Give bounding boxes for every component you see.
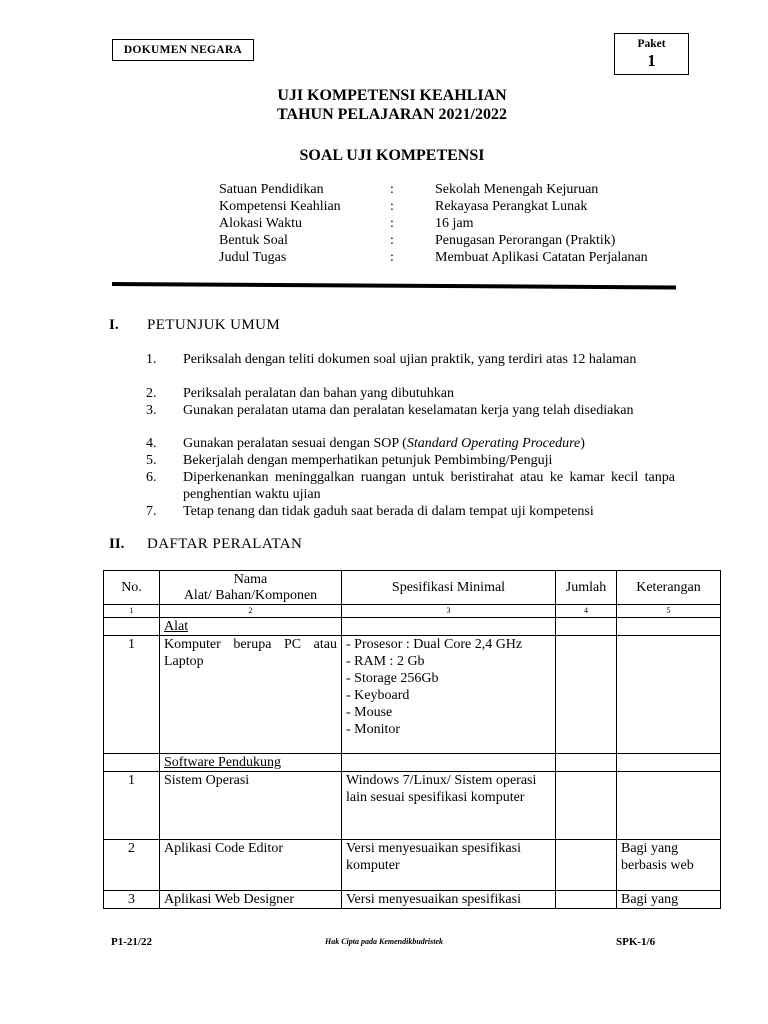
row-jumlah xyxy=(556,772,617,840)
info-value: Sekolah Menengah Kejuruan xyxy=(435,182,599,197)
instruction-number: 3. xyxy=(146,403,157,418)
spec-line: - Monitor xyxy=(346,722,401,737)
section-2-number: II. xyxy=(109,536,125,552)
row-no: 2 xyxy=(104,840,160,891)
row-spec: Windows 7/Linux/ Sistem operasi lain sesuai spesifikasi komputer xyxy=(342,772,556,840)
instruction-number: 4. xyxy=(146,436,157,451)
row-keterangan xyxy=(617,636,721,754)
instruction-text: Bekerjalah dengan memperhatikan petunjuk Pembimbing/Penguji xyxy=(183,453,553,468)
column-index: 4 xyxy=(556,605,617,618)
section-1-number: I. xyxy=(109,317,119,333)
column-header-no: No. xyxy=(104,571,160,605)
instruction-text-part: Gunakan peralatan sesuai dengan SOP ( xyxy=(183,436,407,451)
row-keterangan xyxy=(617,772,721,840)
instruction-text: Gunakan peralatan utama dan peralatan keselamatan kerja yang telah disediakan xyxy=(183,403,634,418)
instruction-text-part: ) xyxy=(580,436,585,451)
section-1-title: PETUNJUK UMUM xyxy=(147,317,281,333)
table-row xyxy=(104,636,721,754)
row-keterangan: Bagi yang xyxy=(617,891,721,909)
table-row xyxy=(104,891,721,909)
column-index: 3 xyxy=(342,605,556,618)
instruction-text: Diperkenankan meninggalkan ruangan untuk beristirahat atau ke kamar kecil tanpa penghentian waktu ujian xyxy=(183,470,675,502)
instruction-text: Periksalah peralatan dan bahan yang dibutuhkan xyxy=(183,386,454,401)
spec-line: - Storage 256Gb xyxy=(346,671,439,686)
row-no: 1 xyxy=(104,772,160,840)
instruction-text: Tetap tenang dan tidak gaduh saat berada di dalam tempat uji kompetensi xyxy=(183,504,594,519)
info-separator: : xyxy=(390,233,394,248)
info-value: 16 jam xyxy=(435,216,474,231)
instruction-number: 7. xyxy=(146,504,157,519)
equipment-table xyxy=(103,570,721,909)
row-no: 1 xyxy=(104,636,160,754)
row-keterangan: Bagi yang berbasis web xyxy=(617,840,721,891)
column-header-nama-line2: Alat/ Bahan/Komponen xyxy=(183,587,318,603)
row-name: Aplikasi Code Editor xyxy=(160,840,342,891)
info-key: Bentuk Soal xyxy=(219,233,288,248)
info-value: Penugasan Perorangan (Praktik) xyxy=(435,233,616,248)
table-group-row xyxy=(104,618,721,636)
instruction-number: 5. xyxy=(146,453,157,468)
column-index-row xyxy=(104,605,721,618)
info-value: Rekayasa Perangkat Lunak xyxy=(435,199,588,214)
info-key: Kompetensi Keahlian xyxy=(219,199,341,214)
info-separator: : xyxy=(390,250,394,265)
info-value: Membuat Aplikasi Catatan Perjalanan xyxy=(435,250,648,265)
column-index: 5 xyxy=(617,605,721,618)
row-jumlah xyxy=(556,840,617,891)
group-label-software: Software Pendukung xyxy=(160,754,342,772)
column-header-jumlah: Jumlah xyxy=(556,571,617,605)
spec-line: - Prosesor : Dual Core 2,4 GHz xyxy=(346,637,523,652)
column-header-nama xyxy=(160,571,342,605)
page-subtitle: SOAL UJI KOMPETENSI xyxy=(299,147,485,164)
horizontal-rule xyxy=(112,282,676,289)
row-no: 3 xyxy=(104,891,160,909)
table-group-row xyxy=(104,754,721,772)
document-classification-badge: DOKUMEN NEGARA xyxy=(112,39,254,61)
footer-page-number: SPK-1/6 xyxy=(616,936,656,948)
row-spec: Versi menyesuaikan spesifikasi komputer xyxy=(342,840,556,891)
info-separator: : xyxy=(390,199,394,214)
row-name: Sistem Operasi xyxy=(160,772,342,840)
row-jumlah xyxy=(556,891,617,909)
footer-document-code: P1-21/22 xyxy=(111,936,152,948)
instruction-number: 1. xyxy=(146,352,157,367)
column-index: 2 xyxy=(160,605,342,618)
column-header-keterangan: Keterangan xyxy=(617,571,721,605)
page-title-line-1: UJI KOMPETENSI KEAHLIAN xyxy=(277,87,507,104)
table-header-row xyxy=(104,571,721,605)
paket-label: Paket xyxy=(637,38,666,50)
instruction-number: 2. xyxy=(146,386,157,401)
column-header-nama-line1: Nama xyxy=(233,571,268,587)
info-key: Judul Tugas xyxy=(219,250,287,265)
instruction-number: 6. xyxy=(146,470,157,485)
row-spec xyxy=(342,636,556,754)
instruction-text xyxy=(183,435,675,452)
row-jumlah xyxy=(556,636,617,754)
instruction-text-italic: Standard Operating Procedure xyxy=(406,436,581,451)
spec-line: - Keyboard xyxy=(346,688,410,703)
row-spec: Versi menyesuaikan spesifikasi xyxy=(342,891,556,909)
group-label-alat: Alat xyxy=(160,618,342,636)
footer-copyright: Hak Cipta pada Kemendikbudristek xyxy=(324,937,443,946)
info-separator: : xyxy=(390,216,394,231)
column-header-spesifikasi: Spesifikasi Minimal xyxy=(342,571,556,605)
spec-line: - Mouse xyxy=(346,705,393,720)
spec-line: - RAM : 2 Gb xyxy=(346,654,425,669)
column-index: 1 xyxy=(104,605,160,618)
paket-box xyxy=(614,33,689,75)
info-key: Alokasi Waktu xyxy=(219,216,302,231)
row-name: Aplikasi Web Designer xyxy=(160,891,342,909)
paket-number: 1 xyxy=(647,51,656,70)
info-key: Satuan Pendidikan xyxy=(219,182,324,197)
row-name: Komputer berupa PC atau Laptop xyxy=(160,636,342,754)
section-2-title: DAFTAR PERALATAN xyxy=(147,536,303,552)
table-row xyxy=(104,772,721,840)
instruction-text: Periksalah dengan teliti dokumen soal ujian praktik, yang terdiri atas 12 halaman xyxy=(183,352,637,367)
table-row xyxy=(104,840,721,891)
info-separator: : xyxy=(390,182,394,197)
page-title-line-2: TAHUN PELAJARAN 2021/2022 xyxy=(277,106,507,123)
